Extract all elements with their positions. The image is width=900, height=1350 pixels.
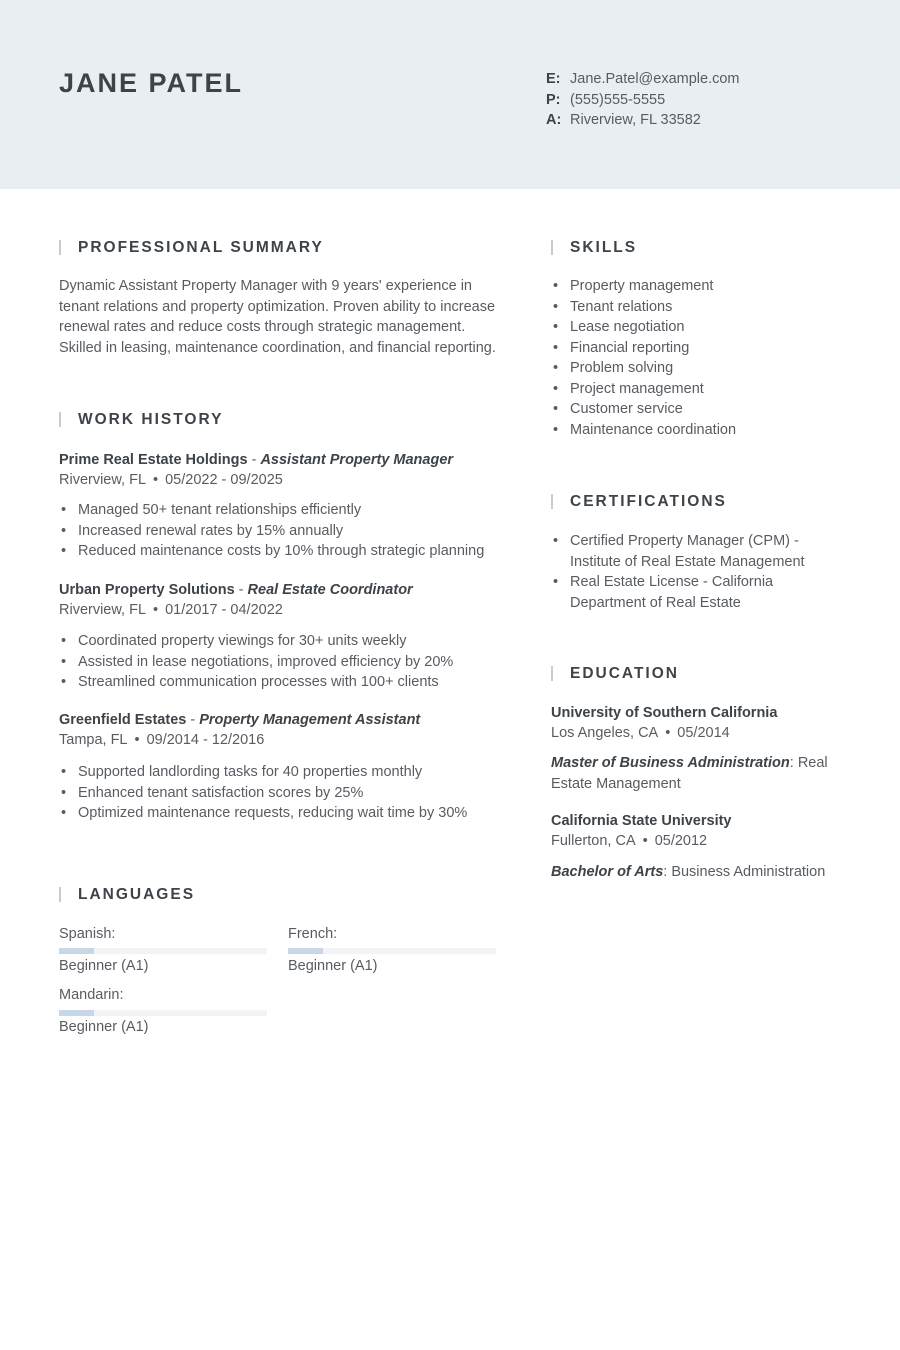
summary-text: Dynamic Assistant Property Manager with 9 years' experience in tenant relations and property optimization. Proven ability to increase renewal rates and reduce costs through strategic management. Skilled in leasing, maintenance coordination, and financial reporting.	[59, 278, 496, 356]
list-item: • Certified Property Manager (CPM) - Institute of Real Estate Management	[551, 531, 831, 572]
list-item: • Property management	[551, 276, 736, 297]
job-title-line	[59, 580, 413, 600]
job-separator: -	[186, 712, 200, 728]
language-level: Beginner (A1)	[59, 1019, 149, 1035]
job-separator: -	[247, 452, 261, 468]
education-field: : Real Estate Management	[551, 755, 828, 792]
job-location: Riverview, FL	[59, 472, 147, 488]
list-item: • Managed 50+ tenant relationships efficiently	[59, 500, 484, 521]
list-item: • Enhanced tenant satisfaction scores by 25%	[59, 783, 467, 804]
job-dates: 01/2017 - 04/2022	[165, 602, 283, 618]
language-bar-fill	[288, 948, 323, 954]
education-degree-line	[551, 862, 856, 883]
certifications-heading-text: CERTIFICATIONS	[570, 493, 727, 510]
education-meta	[551, 831, 707, 851]
bullet-separator: •	[153, 472, 159, 488]
language-bar	[288, 948, 496, 954]
job-company: Urban Property Solutions	[59, 582, 235, 598]
education-school: University of Southern California	[551, 705, 778, 721]
education-location: Los Angeles, CA	[551, 725, 659, 741]
contact-email-value: Jane.Patel@example.com	[570, 71, 740, 87]
education-degree: Bachelor of Arts	[551, 864, 664, 880]
contact-block	[546, 69, 740, 131]
job-bullets	[59, 762, 467, 824]
list-item: • Streamlined communication processes with 100+ clients	[59, 672, 453, 693]
language-level: Beginner (A1)	[59, 958, 149, 974]
job-bullets	[59, 500, 484, 562]
list-item: • Reduced maintenance costs by 10% through strategic planning	[59, 541, 484, 562]
section-bar	[551, 666, 553, 681]
contact-phone-label: P:	[546, 91, 561, 108]
language-bar-fill	[59, 1010, 94, 1016]
language-name: Mandarin:	[59, 987, 124, 1003]
job-role: Assistant Property Manager	[260, 452, 454, 468]
job-bullets	[59, 631, 453, 693]
section-bar	[551, 240, 553, 255]
job-title-line	[59, 450, 453, 470]
resume-header	[0, 0, 900, 189]
language-bar-fill	[59, 948, 94, 954]
job-dates: 09/2014 - 12/2016	[146, 732, 265, 748]
candidate-name: JANE PATEL	[59, 68, 244, 98]
bullet-separator: •	[134, 732, 140, 748]
summary-heading-text: PROFESSIONAL SUMMARY	[78, 239, 324, 256]
job-title-line	[59, 710, 420, 730]
section-bar	[59, 240, 61, 255]
list-item: • Project management	[551, 379, 736, 400]
skills-list	[551, 276, 736, 440]
section-bar	[59, 887, 61, 902]
contact-email-label: E:	[546, 71, 561, 87]
section-bar	[551, 494, 553, 509]
education-meta	[551, 723, 730, 743]
job-role: Property Management Assistant	[199, 712, 421, 728]
language-bar	[59, 948, 267, 954]
language-name: Spanish:	[59, 926, 116, 942]
contact-phone-value: (555)555-5555	[570, 91, 666, 108]
list-item: • Maintenance coordination	[551, 420, 736, 441]
list-item: • Increased renewal rates by 15% annually	[59, 521, 484, 542]
bullet-separator: •	[642, 833, 648, 849]
job-meta	[59, 470, 283, 490]
education-location: Fullerton, CA	[551, 833, 636, 849]
contact-address-value: Riverview, FL 33582	[570, 112, 701, 128]
list-item: • Coordinated property viewings for 30+ units weekly	[59, 631, 453, 652]
education-date: 05/2014	[677, 725, 730, 741]
contact-email	[546, 69, 740, 90]
education-field: : Business Administration	[663, 864, 826, 880]
job-company: Greenfield Estates	[59, 712, 187, 728]
section-bar	[59, 412, 61, 427]
job-meta	[59, 600, 283, 620]
job-dates: 05/2022 - 09/2025	[165, 472, 283, 488]
list-item: • Customer service	[551, 399, 736, 420]
education-degree-line	[551, 753, 856, 794]
job-separator: -	[234, 582, 248, 598]
education-date: 05/2012	[654, 833, 708, 849]
education-heading-text: EDUCATION	[570, 665, 679, 682]
education-degree: Master of Business Administration	[551, 755, 790, 771]
language-level: Beginner (A1)	[288, 958, 378, 974]
job-meta	[59, 730, 264, 750]
list-item: • Assisted in lease negotiations, improved efficiency by 20%	[59, 652, 453, 673]
contact-address	[546, 110, 740, 131]
bullet-separator: •	[153, 602, 159, 618]
contact-phone	[546, 90, 740, 111]
list-item: • Supported landlording tasks for 40 properties monthly	[59, 762, 467, 783]
list-item: • Optimized maintenance requests, reducing wait time by 30%	[59, 803, 467, 824]
list-item: • Real Estate License - California Department of Real Estate	[551, 572, 831, 613]
certifications-list	[551, 531, 831, 613]
list-item: • Tenant relations	[551, 297, 736, 318]
languages-heading-text: LANGUAGES	[78, 886, 196, 903]
skills-heading-text: SKILLS	[570, 239, 638, 256]
list-item: • Problem solving	[551, 358, 736, 379]
language-name: French:	[288, 926, 338, 942]
job-location: Tampa, FL	[59, 732, 128, 748]
list-item: • Lease negotiation	[551, 317, 736, 338]
list-item: • Financial reporting	[551, 338, 736, 359]
job-company: Prime Real Estate Holdings	[59, 452, 248, 468]
job-location: Riverview, FL	[59, 602, 147, 618]
language-bar	[59, 1010, 267, 1016]
work-heading-text: WORK HISTORY	[78, 411, 224, 428]
bullet-separator: •	[665, 725, 671, 741]
job-role: Real Estate Coordinator	[247, 582, 413, 598]
education-school: California State University	[551, 813, 732, 829]
contact-address-label: A:	[546, 112, 562, 128]
